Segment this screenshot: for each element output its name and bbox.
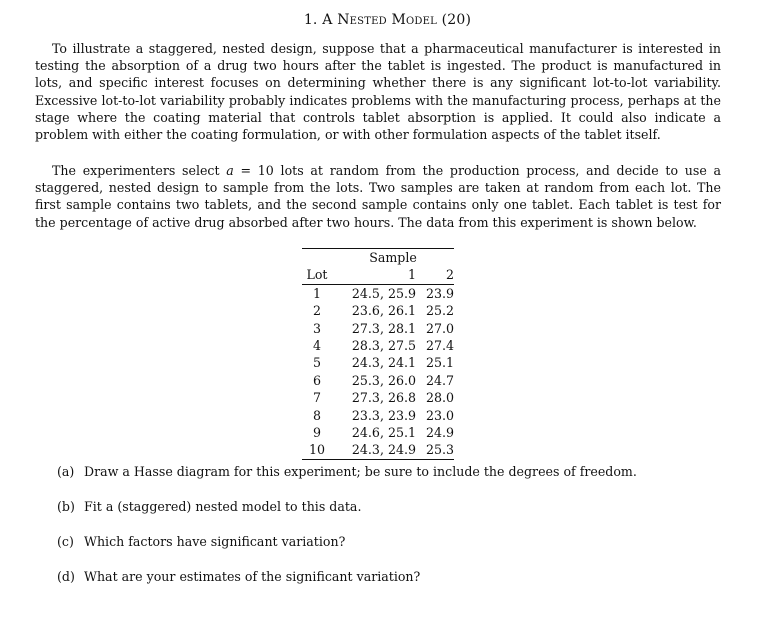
table-row xyxy=(302,407,454,424)
table-row xyxy=(302,424,454,441)
table-row xyxy=(302,389,454,406)
question-label: (c) xyxy=(57,534,74,549)
sample-1-cell: 25.3, 26.0 xyxy=(351,372,416,388)
sample-2-cell: 25.3 xyxy=(425,442,454,458)
sample-2-cell: 24.7 xyxy=(425,372,454,388)
lot-cell: 6 xyxy=(312,372,321,388)
question-label: (a) xyxy=(57,464,75,479)
sample-1-cell: 24.3, 24.9 xyxy=(332,441,424,459)
question-item xyxy=(57,498,637,533)
problem-heading xyxy=(0,12,775,28)
sample-1-cell: 23.6, 26.1 xyxy=(351,303,416,319)
sample-2-cell: 24.9 xyxy=(425,425,454,441)
question-text: What are your estimates of the significant variation? xyxy=(84,569,421,584)
question-item xyxy=(57,568,637,603)
problem-title: A Nested Model xyxy=(322,12,437,28)
design-variable: a xyxy=(226,163,234,178)
table-row xyxy=(302,441,454,459)
data-table xyxy=(302,248,454,460)
sample-col-1-header: 1 xyxy=(332,266,424,284)
intro-paragraph: To illustrate a staggered, nested design, suppose that a pharmaceutical manufacturer is interested in testing the absorption of a drug two hours after the tablet is ingested. The product is manufactured in lots, and specific interest focuses on determining whether there is any significant lot-to-lot variability. Excessive lot-to-lot variability probably indicates problems with the manufacturing process, perhaps at the stage where the coating material that controls tablet absorption is applied. It could also indicate a problem with either the coating formulation, or with other formulation aspects of the tablet itself. xyxy=(35,41,721,143)
sample-2-cell: 27.0 xyxy=(425,320,454,336)
sample-2-cell: 27.4 xyxy=(425,338,454,354)
question-item xyxy=(57,533,637,568)
sample-1-cell: 27.3, 28.1 xyxy=(351,320,416,336)
table-header-row xyxy=(302,266,454,284)
lot-header: Lot xyxy=(302,266,332,284)
table-row xyxy=(302,284,454,302)
sample-1-cell: 28.3, 27.5 xyxy=(351,338,416,354)
sample-header: Sample xyxy=(369,250,417,265)
lot-cell: 7 xyxy=(312,390,321,406)
sample-1-cell: 24.5, 25.9 xyxy=(351,285,416,301)
table-row xyxy=(302,320,454,337)
lot-cell: 10 xyxy=(302,441,332,459)
problem-number: 1. xyxy=(303,12,318,28)
question-text: Fit a (staggered) nested model to this data. xyxy=(84,499,362,514)
sample-1-cell: 24.3, 24.1 xyxy=(351,355,416,371)
sample-1-cell: 23.3, 23.9 xyxy=(351,407,416,423)
lot-cell: 1 xyxy=(312,285,321,301)
table-row xyxy=(302,354,454,371)
sample-2-cell: 23.9 xyxy=(425,285,454,301)
sample-2-cell: 28.0 xyxy=(425,390,454,406)
sample-1-cell: 27.3, 26.8 xyxy=(351,390,416,406)
problem-points: (20) xyxy=(441,12,472,28)
design-text-before: The experimenters select xyxy=(52,163,227,178)
question-text: Draw a Hasse diagram for this experiment; be sure to include the degrees of freedom. xyxy=(84,464,637,479)
lot-cell: 9 xyxy=(312,425,321,441)
sample-col-2-header: 2 xyxy=(424,266,454,284)
sample-1-cell: 24.6, 25.1 xyxy=(351,425,416,441)
sample-2-cell: 25.1 xyxy=(425,355,454,371)
sample-2-cell: 23.0 xyxy=(425,407,454,423)
design-text-after: = 10 lots at random from the production process, and decide to use a staggered, nested design to sample from the lots. Two samples are taken at random from each lot. The first sample contains two tablets, and the second sample contains only one tablet. Each tablet is test for the percentage of active drug absorbed after two hours. The data from this experiment is shown below. xyxy=(35,163,722,230)
question-label: (b) xyxy=(57,499,75,514)
lot-cell: 5 xyxy=(312,355,321,371)
table-sample-header-row xyxy=(302,249,454,266)
table-row xyxy=(302,337,454,354)
lot-cell: 2 xyxy=(312,303,321,319)
question-text: Which factors have significant variation? xyxy=(84,534,346,549)
question-list xyxy=(57,463,637,603)
lot-cell: 3 xyxy=(312,320,321,336)
question-label: (d) xyxy=(57,569,75,584)
question-item xyxy=(57,463,637,498)
lot-cell: 4 xyxy=(312,338,321,354)
lot-cell: 8 xyxy=(312,407,321,423)
design-paragraph xyxy=(35,162,721,231)
sample-2-cell: 25.2 xyxy=(425,303,454,319)
table-row xyxy=(302,372,454,389)
table-row xyxy=(302,302,454,319)
